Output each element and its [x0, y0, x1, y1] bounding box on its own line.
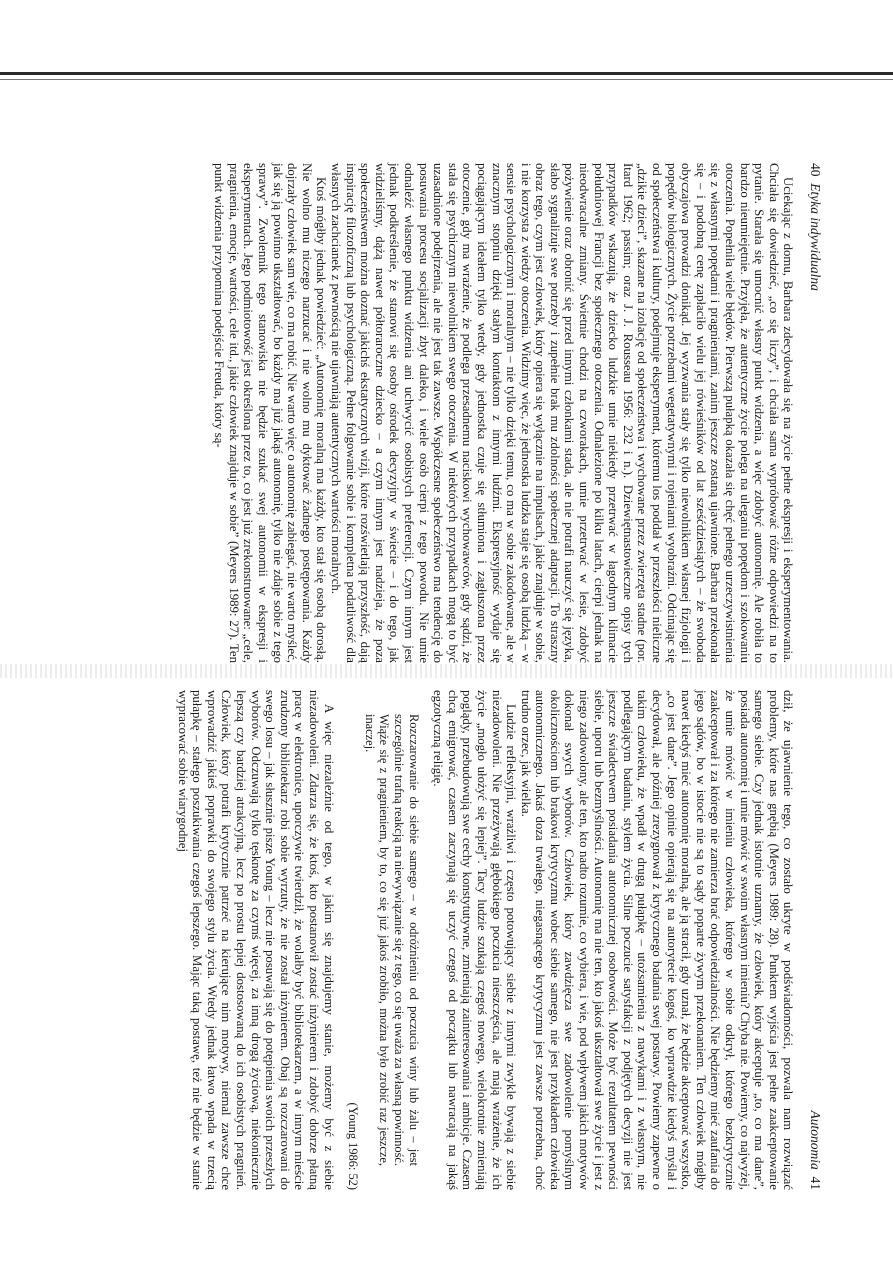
running-head-left [807, 163, 822, 663]
chapter-title: Etyka indywidualna [808, 183, 823, 291]
paragraph: Ktoś mógłby jednak powiedzieć: „Autonomię moralną ma każdy, kto stał się osobą dorosłą. Nie wolno mu niczego narzucać i nie wolno mu dyktować żadnego postępowania. Każdy dojrzały człowiek sam wie, co ma robić. Nie warto więc o autonomię zabiegać, nie warto myśleć, jak się ją powinno ukształtować, bo każdy ma już jakąś autonomię, tylko nie zdaje sobie z tego sprawy”. Zwolennik tego stanowiska nie będzie szukać swej autonomii w ekspresji i eksperymentach. Jego podmiotowość jest określona przez to, co jest już zrekonstruowane: „cele, pragnienia, emocje, wartości, cele itd., jakie człowiek znajduje w sobie” (Meyers 1989: 27). Ten punkt widzenia przypomina podejście Freuda, który są- [212, 163, 329, 663]
book-fold-gutter [0, 664, 893, 678]
chapter-title: Autonomia [808, 1110, 823, 1170]
paragraph: Uciekając z domu, Barbara zdecydowała się na życie pełne ekspresji i eksperymentowania. Chciała się dowiedzieć, „co się liczy”, i chciała sama wypróbować różne odpowiedzi na to pytanie. Starała się umocnić własny punkt widzenia, a więc zdobyć autonomię. Ale robiła to bardzo nieumiejętnie. Przyjęła, że autentyczne życie polega na uleganiu popędom i szokowaniu otoczenia. Popełniła wiele błędów. Pierwszą pułapką okazała się chęć pełnego urzeczywistnienia się z własnymi popędami i pragnieniami, zanim jeszcze zostaną ujawnione. Barbara przekonała się – i podobną cenę zapłaciło wielu jej rówieśników od lat sześćdziesiątych – że swoboda obyczajowa prowadzi donikąd. Jej wyzwania stały się tylko niewolnikiem własnej fizjologii i popędów biologicznych. Życie potrzebami wegetatywnymi i rojeniami wyobraźni. Odcinając się od społeczeństwa i kultury, podejmuje eksperyment, któremu los poddał w przeszłości nieliczne „dzikie dzieci”, skazane na izolację od społeczeństwa i wychowane przez zwierzęta stadne (por. Itard 1962; passim; oraz J. J. Rousseau 1956: 232 i n.). Dziewiętnastowieczne opisy tych przypadków wskazują, że dziecko ludzkie umie niekiedy przetrwać w łagodnym klimacie południowej Francji bez społecznego otoczenia. Odnalezione po kilku latach, cierpi jednak na nieodwracalne zmiany. Świetnie chodzi na czworakach, umie przetrwać w lesie, zdobyć pożywienie oraz obronić się przed innymi członkami stada, ale nie potrafi nauczyć się języka, słabo sygnalizuje swe potrzeby i zupełnie brak mu zdolności społecznej adaptacji. To straszny obraz tego, czym jest człowiek, który opiera się wyłącznie na impulsach, jakie znajduje w sobie, i nie korzysta z wiedzy otoczenia. Widzimy więc, że jednostka ludzka staje się osobą ludzką – w sensie psychologicznym i moralnym – nie tylko dzięki temu, co ma w sobie zakodowane, ale w znacznym stopniu dzięki stałym kontaktom z innymi ludźmi. Ekspresyjność wydaje się pociągającym ideałem tylko wtedy, gdy jednostka czuje się stłumiona i zagłuszona przez otoczenie, gdy ma wrażenie, że podlega przesadnemu naciskowi wychowawców, gdy sądzi, że stała się psychicznym niewolnikiem swego otoczenia. W niektórych przypadkach mogą to być uzasadnione podejrzenia, ale nie jest tak zawsze. Współczesne społeczeństwo ma tendencję do posuwania procesu socjalizacji zbyt daleko, i wiele osób cierpi z tego powodu. Nie umie odnaleźć własnego punktu widzenia ani uchwycić osobistych preferencji. Czym innym jest jednak podkreślenie, że stanowi się osoby ośrodek decyzyjny w świecie – i do tego, jak widzieliśmy, dążą nawet półtoraroczne dziecko – a czym innym jest nadzieja, że poza społeczeństwem można doznać jakichś ekstatycznych wizji, które rozświetlają przyszłość, dają inspirację filozoficzną lub psychologiczną. Pełne folgowanie sobie i kompletna podatliwość dla własnych zachcianek z pewnością nie ujawniają autentycznych wartości moralnych. [329, 163, 796, 663]
page-40 [152, 163, 822, 663]
page-number: 41 [808, 1176, 823, 1190]
paragraph: A więc niezależnie od tego, w jakim się znajdujemy stanie, możemy być z siebie niezadowoleni. Zdarza się, że ktoś, kto postanowił zostać inżynierem i zdobyć dobrze płatną pracę w elektronice, uporczywie twierdził, że wolałby być bibliotekarzem, a w innym mieście zrudzony bibliotekarz robi sobie wyrzuty, że nie został inżynierem. Obaj są rozczarowani do swego losu – jak słusznie pisze Young – lecz nie posuwają się do potępienia swoich przeszłych wyborów. Odczuwają tylko tęsknotę za czymś więcej, za inną drogą życiową, niekoniecznie lepszą czy bardziej atrakcyjną, lecz po prostu lepiej dostosowaną do ich osobistych pragnień. Człowiek, który potrafi krytycznie patrzeć na kierujące nim motywy, niemal zawsze chce wprowadzić jakieś poprawki do swojego stylu życia. Wtedy jednak łatwo wpada w trzecią pułapkę – stałego poszukiwania czegoś lepszego. Mając taką postawę, też nie będzie w stanie wypracować sobie wiarygodnej [175, 690, 336, 1190]
block-quote: Rozczarowanie do siebie samego – w odróżnieniu od poczucia winy lub żalu – jest szczególnie trafną reakcją na niewywiązanie się z tego, co się uważa za własną powinność. Wiąże się z pragnieniem, by to, co się już jakoś zrobiło, można było zrobić raz jeszcze, inaczej. [362, 714, 421, 1166]
scan-top-edge-thin [0, 79, 893, 80]
page-41 [152, 690, 822, 1190]
scan-top-edge [0, 72, 893, 75]
paragraph: Ludzie refleksyjni, wrażliwi i często potowujący siebie z innymi zwykle bywają z siebie niezadowoleni. Nie przeżywają głębokiego poczucia nieszczęścia, ale mają wrażenie, że ich życie „mogło ułożyć się lepiej”. Tacy ludzie szukają czegoś nowego, wielokrotnie zmieniają poglądy, przebudowują swe cechy konstytutywne, zmieniają zainteresowania i ambicje. Czasem chcą emigrować, czasem zaczynają się uczyć czegoś od początku lub nawracają na jakąś egzotyczną religię. [431, 690, 519, 1190]
page-number: 40 [808, 163, 823, 177]
quote-citation: (Young 1986: 52) [346, 1102, 361, 1190]
running-head-right [807, 690, 822, 1190]
paragraph: dził, że ujawnienie tego, co zostało ukryte w podświadomości, pozwala nam rozwiązać problemy, które nas gnębią (Meyers 1989: 28). Punktem wyjścia jest pełne zaakceptowanie samego siebie. Czy jednak istotnie uznamy, że człowiek, który akceptuje „to, co ma dane”, posiada autonomię i umie mówić w swoim własnym imieniu? Chyba nie. Powiemy, co najwyżej, że umie mówić w imieniu człowieka, którego w sobie odkrył, którego bezkrytycznie zaakceptował i za którego nie zamierza brać odpowiedzialności. Nie będziemy mieć zaufania do jego sądów, bo w istocie nie są to sądy poparte żywym przekonaniem. Ten człowiek mógłby nawet kiedyś mieć autonomię moralną, ale ją stracił, gdy uznał, że będzie akceptować wszystko, „co jest dane”. Jego opinie opierają się na autorytecie kogoś, ko wprawdzie kiedyś myślał i decydował, ale później zrezygnował z krytycznego badania swej postawy. Powiemy zapewne o takim człowieku, że wpadł w drugą pułapkę – utożsamienia z nawykami i z własnym, nie podlegającym badaniu, stylem życia. Silne poczucie satysfakcji z podjętych decyzji nie jest jeszcze świadectwem posiadania autonomicznej osobowości. Może być rezultatem pewności siebie, uporu lub bezmyślności. Autonomię ma nie ten, kto jakoś ukształtował swe życie i jest z niego zadowolony, ale ten, kto nadto rozumie, co wybiera, i wie, pod wpływem jakich motywów dokonał swych wyborów. Człowiek, który zawdzięcza swe zadowolenie pomyślnym okolicznościom lub brakowi krytycyzmu wobec siebie samego, nie jest przykładem człowieka autonomicznego. Jakaś doza trwałego, niegasnącego krytycyzmu jest zawsze potrzebna, choć trudno orzec, jak wielka. [518, 690, 796, 1190]
